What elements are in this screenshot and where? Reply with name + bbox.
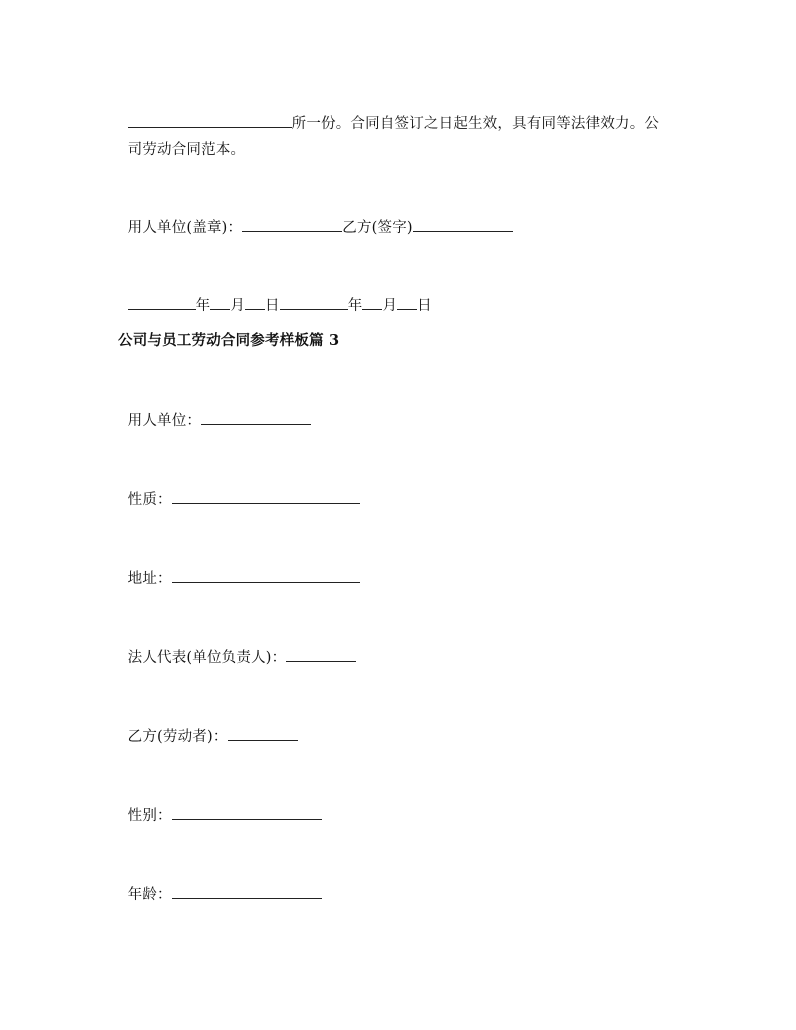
field-nature-label: 性质：	[127, 492, 172, 508]
employee-sign-blank	[413, 217, 513, 232]
field-worker-label: 乙方(劳动者)：	[127, 729, 228, 745]
month-blank	[210, 295, 230, 310]
day-blank	[245, 295, 265, 310]
field-legal-rep-blank	[286, 647, 356, 662]
field-age-label: 年龄：	[127, 887, 172, 903]
intro-line-2	[118, 120, 245, 160]
field-address	[118, 548, 360, 589]
section-title: 公司与员工劳动合同参考样板篇 3	[118, 332, 340, 349]
day-blank-2	[397, 295, 417, 310]
field-gender-blank	[172, 805, 322, 820]
year-blank	[128, 295, 196, 310]
month-blank-2	[362, 295, 382, 310]
employer-seal-blank	[242, 217, 342, 232]
field-address-blank	[172, 568, 360, 583]
field-age-blank	[172, 884, 322, 899]
employer-seal-label: 用人单位(盖章)：	[127, 220, 243, 236]
field-worker	[118, 706, 298, 747]
month-label-2: 月	[382, 298, 398, 314]
day-label-2: 日	[417, 298, 432, 314]
intro-line-2-text: 司劳动合同范本。	[127, 142, 246, 158]
year-label: 年	[195, 298, 211, 314]
field-employer	[118, 390, 311, 431]
field-legal-rep	[118, 627, 356, 668]
field-employer-label: 用人单位：	[127, 413, 202, 429]
month-label: 月	[230, 298, 246, 314]
signature-line	[118, 197, 513, 238]
field-gender-label: 性别：	[127, 808, 172, 824]
intro-line-1-text: 所一份。合同自签订之日起生效，具有同等法律效力。公	[291, 116, 660, 132]
field-gender	[118, 785, 322, 826]
field-address-label: 地址：	[127, 571, 172, 587]
field-nature	[118, 469, 360, 510]
field-employer-blank	[201, 410, 311, 425]
date-line	[118, 275, 432, 316]
year-label-2: 年	[347, 298, 363, 314]
field-nature-blank	[172, 489, 360, 504]
field-legal-rep-label: 法人代表(单位负责人)：	[127, 650, 287, 666]
year-blank-2	[280, 295, 348, 310]
field-age	[118, 864, 322, 905]
day-label: 日	[265, 298, 280, 314]
field-worker-blank	[228, 726, 298, 741]
employee-sign-label: 乙方(签字)	[342, 220, 413, 236]
